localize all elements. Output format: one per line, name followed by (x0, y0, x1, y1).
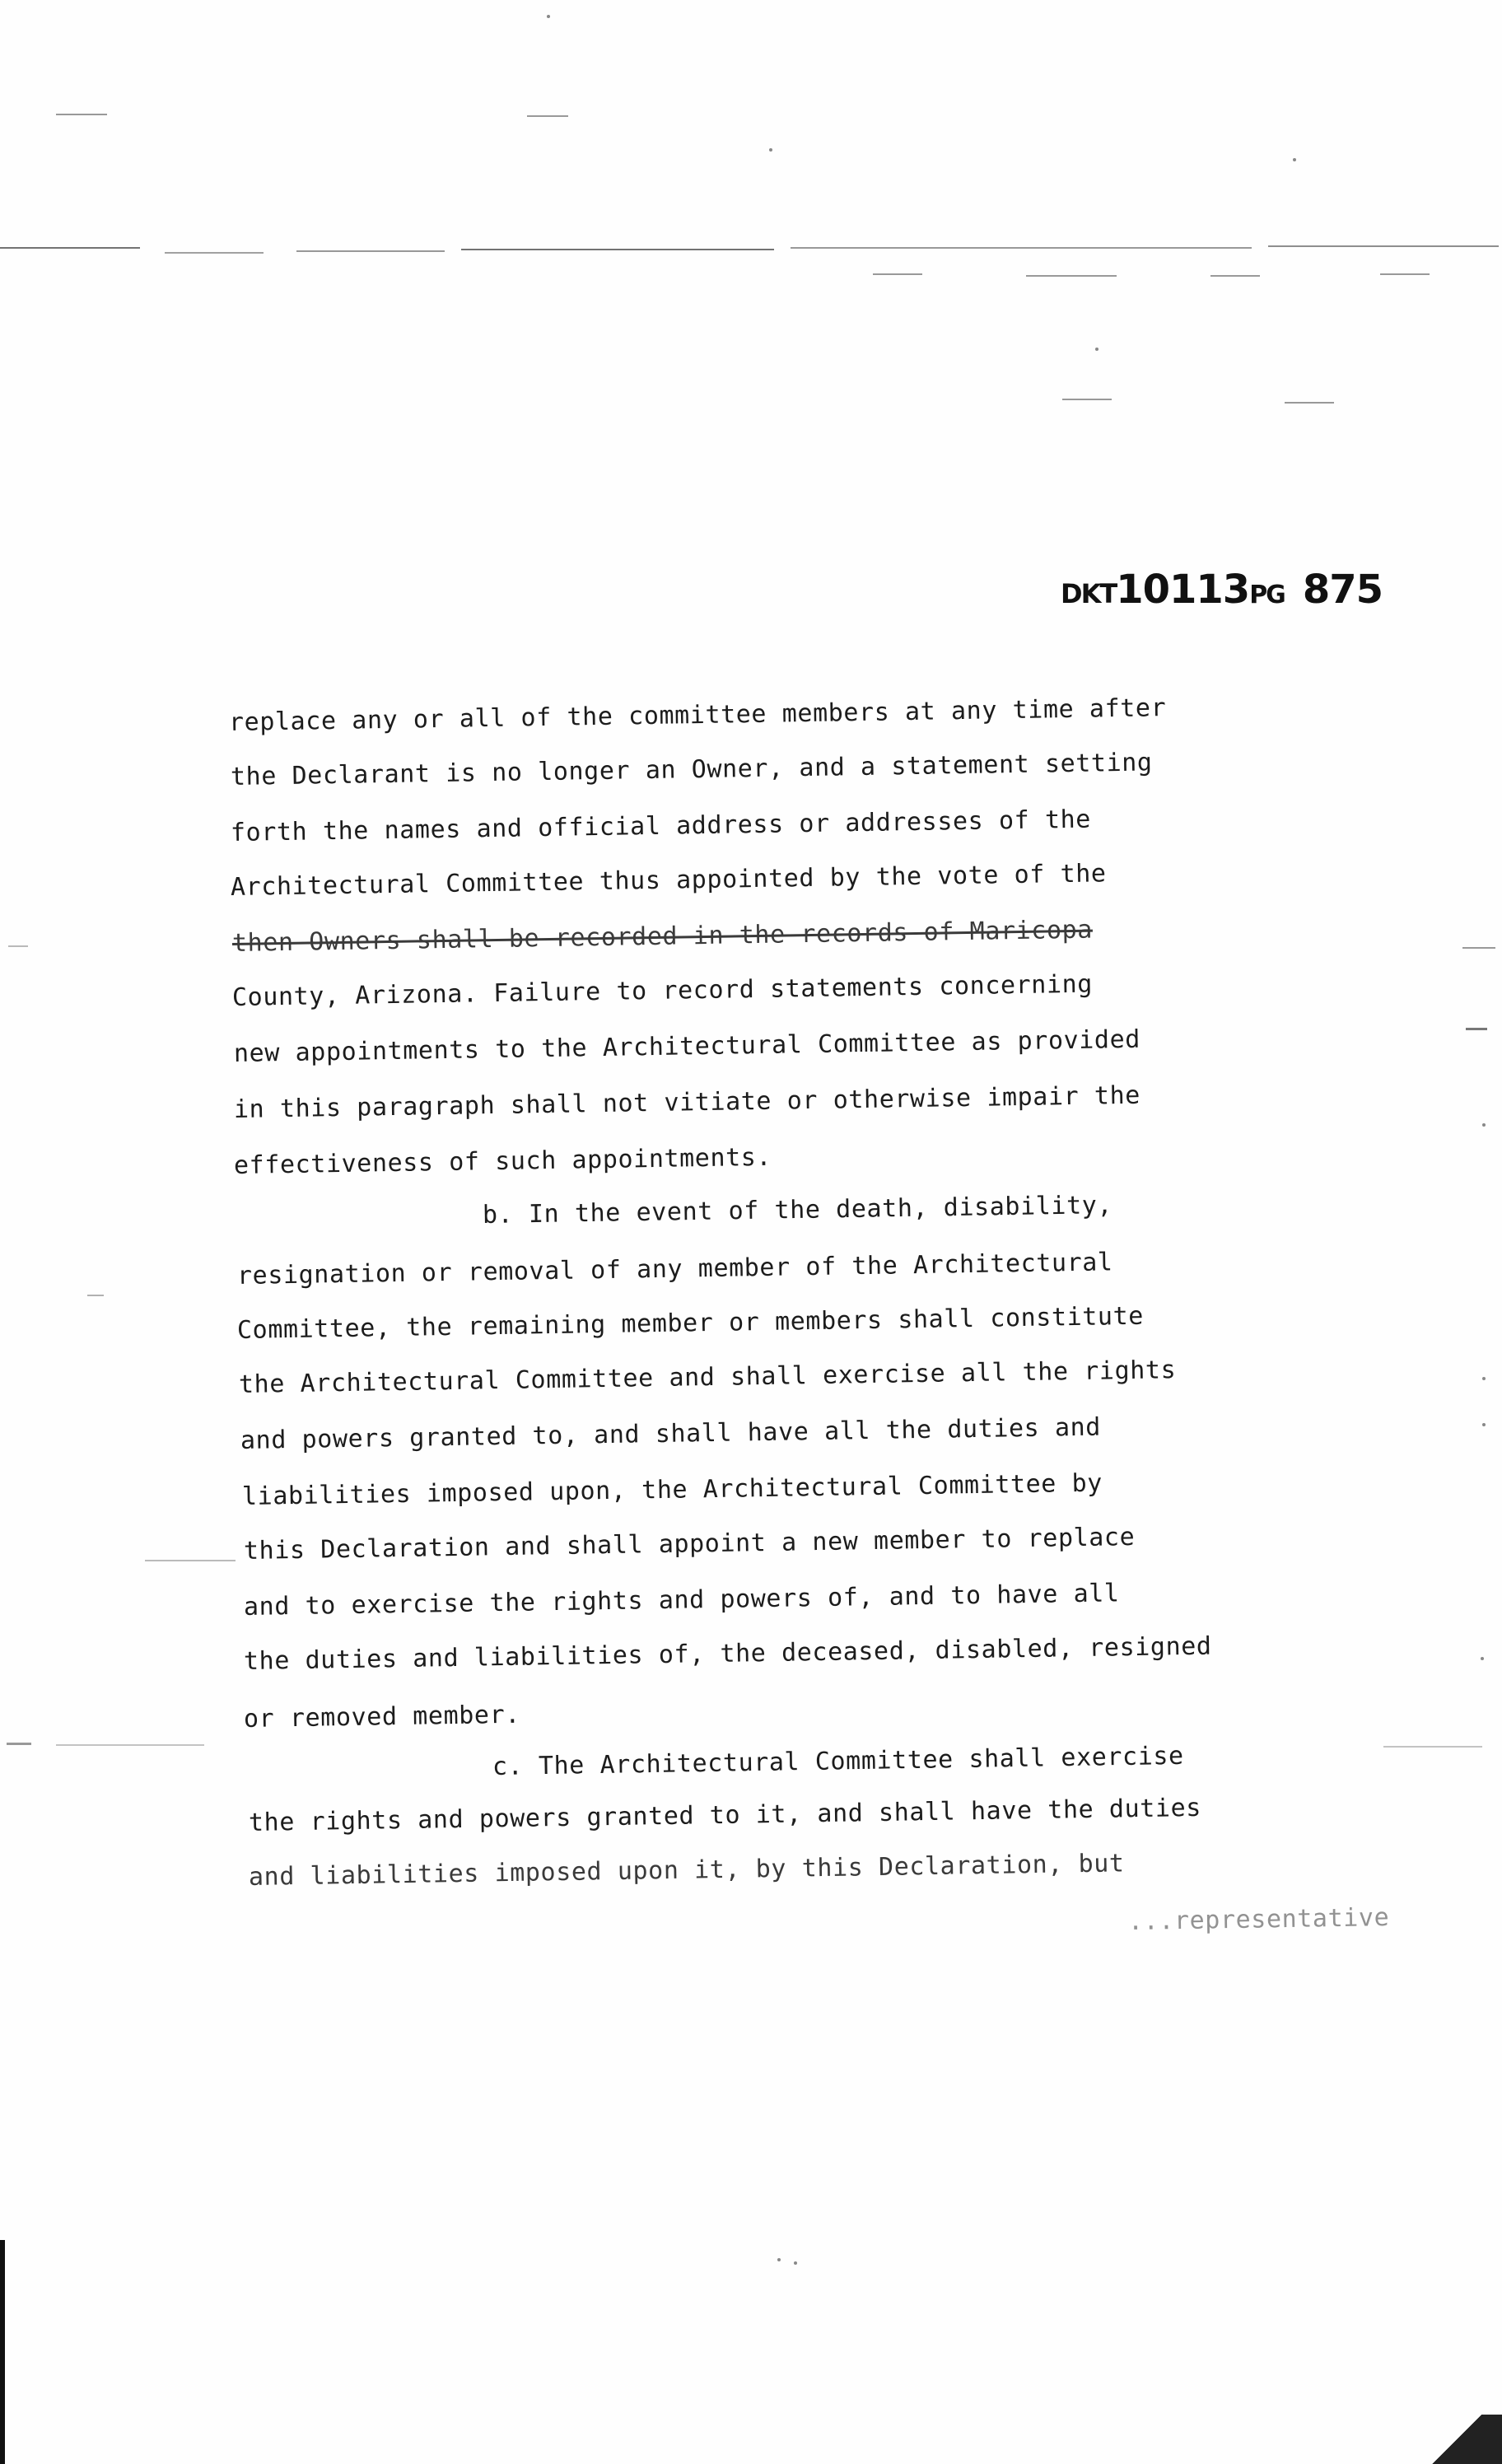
body-line: the rights and powers granted to it, and shall have the duties (248, 1793, 1202, 1837)
scan-artifact (1095, 348, 1099, 351)
scan-artifact (1268, 245, 1499, 247)
page-prefix: PG (1249, 581, 1285, 609)
body-line-struck: then Owners shall be recorded in the records of Maricopa (231, 915, 1094, 958)
body-line: liabilities imposed upon, the Architectural Committee by (241, 1468, 1103, 1511)
scan-artifact (1462, 947, 1495, 949)
paragraph-c-lead: c. The Architectural Committee shall exercise (492, 1741, 1184, 1781)
scan-artifact (791, 247, 1252, 249)
scan-artifact (1481, 1657, 1484, 1660)
body-line: Architectural Committee thus appointed by the vote of the (230, 859, 1107, 902)
scan-artifact (1285, 402, 1334, 404)
scan-artifact (1466, 1028, 1487, 1030)
scan-artifact (1482, 1423, 1486, 1426)
scan-artifact (794, 2261, 797, 2265)
body-line: resignation or removal of any member of the Architectural (236, 1248, 1113, 1290)
scan-artifact (1026, 275, 1117, 277)
scan-artifact (1062, 399, 1112, 400)
scan-artifact (873, 273, 922, 275)
body-line: new appointments to the Architectural Committee as provided (233, 1024, 1141, 1068)
body-line: the Architectural Committee and shall exercise all the rights (238, 1356, 1177, 1399)
scan-artifact (777, 2258, 781, 2261)
scan-artifact (0, 247, 140, 249)
body-line: County, Arizona. Failure to record statements concerning (231, 969, 1094, 1012)
scan-artifact (7, 1743, 31, 1745)
scan-artifact (296, 250, 445, 252)
scan-artifact (8, 945, 28, 947)
scan-artifact (87, 1295, 104, 1296)
body-line: and powers granted to, and shall have all the duties and (240, 1412, 1102, 1455)
scan-artifact (461, 249, 774, 250)
body-line-cutoff: ...representative (1127, 1903, 1390, 1936)
body-line: or removed member. (243, 1700, 521, 1734)
body-line: effectiveness of such appointments. (233, 1142, 772, 1180)
scan-artifact (769, 148, 772, 152)
scan-artifact (1380, 273, 1430, 275)
scan-artifact (1210, 275, 1260, 277)
scan-artifact (527, 115, 568, 117)
book-page-reference (1061, 567, 1383, 613)
scan-artifact (1482, 1377, 1486, 1380)
scan-artifact (56, 1744, 204, 1746)
scan-artifact (1411, 2415, 1502, 2464)
body-line: and to exercise the rights and powers of, and to have all (243, 1579, 1120, 1622)
scan-artifact (1293, 158, 1296, 161)
scan-artifact (1482, 1123, 1486, 1127)
scan-artifact (0, 2240, 5, 2464)
scan-artifact (56, 114, 107, 115)
scan-artifact (145, 1560, 236, 1561)
body-line: the Declarant is no longer an Owner, and a statement setting (230, 748, 1153, 791)
scan-artifact (165, 252, 264, 254)
body-line: forth the names and official address or addresses of the (230, 805, 1092, 847)
body-line: this Declaration and shall appoint a new member to replace (243, 1523, 1136, 1566)
page-number: 875 (1302, 567, 1383, 613)
body-line: Committee, the remaining member or members shall constitute (236, 1301, 1145, 1345)
body-line: in this paragraph shall not vitiate or otherwise impair the (233, 1080, 1141, 1124)
book-prefix: DKT (1061, 578, 1117, 609)
body-line: the duties and liabilities of, the deceased, disabled, resigned (243, 1631, 1212, 1676)
body-line: and liabilities imposed upon it, by this Declaration, but (248, 1849, 1125, 1892)
paragraph-b-lead: b. In the event of the death, disability, (482, 1190, 1113, 1230)
scan-artifact (547, 15, 550, 18)
scan-artifact (1383, 1746, 1482, 1748)
book-number: 10113 (1116, 567, 1250, 613)
body-line: replace any or all of the committee members at any time after (228, 693, 1167, 737)
